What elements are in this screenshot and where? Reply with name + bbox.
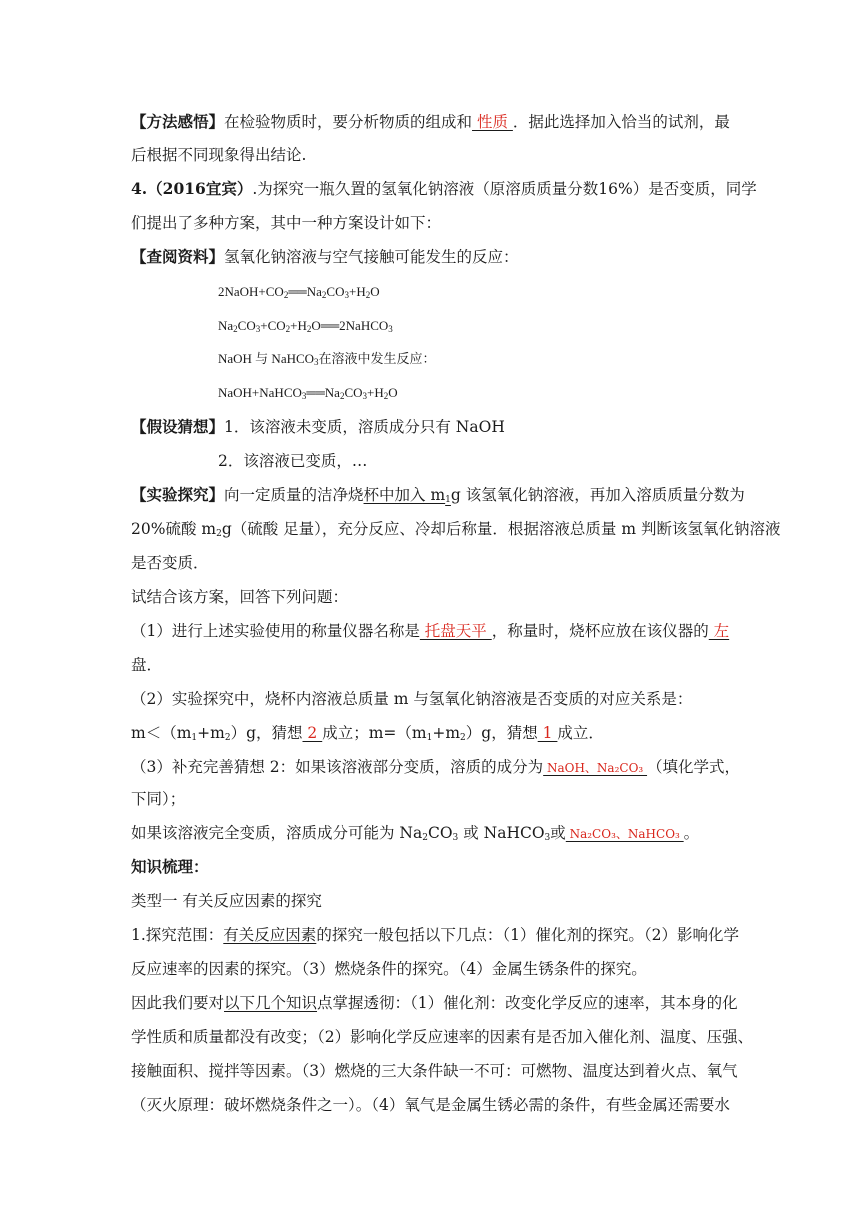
knowledge-heading: 知识梳理： (131, 857, 209, 876)
method-line-1 (131, 112, 730, 132)
answer-3-full: 如果该溶液完全变质，溶质成分可能为 $Na_2CO_3$ 或 NaHCO$_3$或 Na₂CO₃、NaHCO₃ 。 (131, 824, 700, 843)
hypothesis-1 (131, 417, 505, 437)
answer-3-cont: 下同）； (131, 790, 186, 808)
hypothesis-2: 2．该溶液已变质，… (218, 452, 368, 470)
question-text: .为探究一瓶久置的氢氧化钠溶液（原溶质质量分数16%）是否变质，同学 (252, 180, 757, 198)
hypothesis-text-1: 1．该溶液未变质，溶质成分只有 NaOH (224, 418, 505, 436)
reference-text: 氢氧化钠溶液与空气接触可能发生的反应： (224, 248, 519, 266)
knowledge-p2-line4: （灭火原理：破坏燃烧条件之一）。（4）氧气是金属生锈必需的条件，有些金属还需要水 (131, 1096, 730, 1114)
knowledge-p1-cont: 反应速率的因素的探究。（3）燃烧条件的探究。（4）金属生锈条件的探究。 (131, 960, 647, 978)
question-4-intro (131, 179, 757, 199)
answer-blank-left: 左 (708, 622, 730, 640)
experiment-line-1: 【实验探究】向一定质量的洁净烧杯中加入 $m_1g$ 该氢氧化钠溶液，再加入溶质质量分数为 (131, 485, 745, 505)
answer-2-cont: $m<(m_1+m_2)g$，猜想 2 成立；$m=(m_1+m_2)g$，猜想 1 成立． (131, 724, 604, 743)
knowledge-p1: 1.探究范围：有关反应因素的探究一般包括以下几点：（1）催化剂的探究。（2）影响化学 (131, 926, 740, 944)
equation-1: $2NaOH+CO_2══Na_2CO_3+H_2O$ (218, 284, 380, 300)
experiment-tag: 【实验探究】 (131, 485, 225, 504)
answer-blank-complete: Na₂CO₃、NaHCO₃ (565, 827, 684, 841)
answer-blank-partial: NaOH、Na₂CO₃ (543, 761, 648, 775)
knowledge-p2-line3: 接触面积、搅拌等因素。（3）燃烧的三大条件缺一不可：可燃物、温度达到着火点、氧气 (131, 1062, 738, 1080)
prompt: 试结合该方案，回答下列问题： (131, 588, 349, 606)
question-4-intro-2: 们提出了多种方案，其中一种方案设计如下： (131, 214, 442, 232)
reference-tag: 【查阅资料】 (131, 247, 225, 266)
answer-blank-balance: 托盘天平 (419, 622, 492, 640)
method-line-2: 后根据不同现象得出结论. (131, 146, 307, 164)
experiment-line-3: 是否变质． (131, 554, 209, 572)
method-tag: 【方法感悟】 (131, 112, 225, 131)
equation-2: $Na_2CO_3+CO_2+H_2O══2NaHCO_3$ (218, 318, 393, 334)
method-text: 在检验物质时，要分析物质的组成和 (224, 113, 473, 131)
answer-3: （3）补充完善猜想 2：如果该溶液部分变质，溶质的成分为 NaOH、Na₂CO₃ （填化学式， (131, 758, 741, 776)
answer-blank-property: 性质 (472, 113, 513, 131)
answer-blank-1: 1 (537, 724, 558, 742)
reference-heading (131, 247, 519, 267)
experiment-line-2: 20%硫酸 $m_2g$（硫酸 足量），充分反应、冷却后称量．根据溶液总质量 m 判断该氢氧化钠溶液 (131, 520, 781, 539)
answer-1-cont: 盘． (131, 656, 163, 674)
knowledge-p2: 因此我们要对以下几个知识点掌握透彻：（1）催化剂：改变化学反应的速率，其本身的化 (131, 994, 738, 1012)
method-text-2: ．据此选择加入恰当的试剂，最 (512, 113, 730, 131)
question-number: 4.（2016宜宾） (131, 179, 253, 198)
type-1-heading: 类型一 有关反应因素的探究 (131, 892, 322, 910)
answer-blank-2: 2 (302, 724, 323, 742)
hypothesis-tag: 【假设猜想】 (131, 417, 225, 436)
equation-3-note: NaOH 与 NaHCO$_3$在溶液中发生反应： (218, 351, 436, 367)
knowledge-p2-line2: 学性质和质量都没有改变；（2）影响化学反应速率的因素有是否加入催化剂、温度、压强、 (131, 1028, 754, 1046)
equation-4: $NaOH+NaHCO_3══Na_2CO_3+H_2O$ (218, 385, 398, 401)
answer-2: （2）实验探究中，烧杯内溶液总质量 m 与氢氧化钠溶液是否变质的对应关系是： (131, 690, 693, 708)
answer-1: （1）进行上述实验使用的称量仪器名称是 托盘天平 ，称量时，烧杯应放在该仪器的 左 (131, 622, 730, 640)
